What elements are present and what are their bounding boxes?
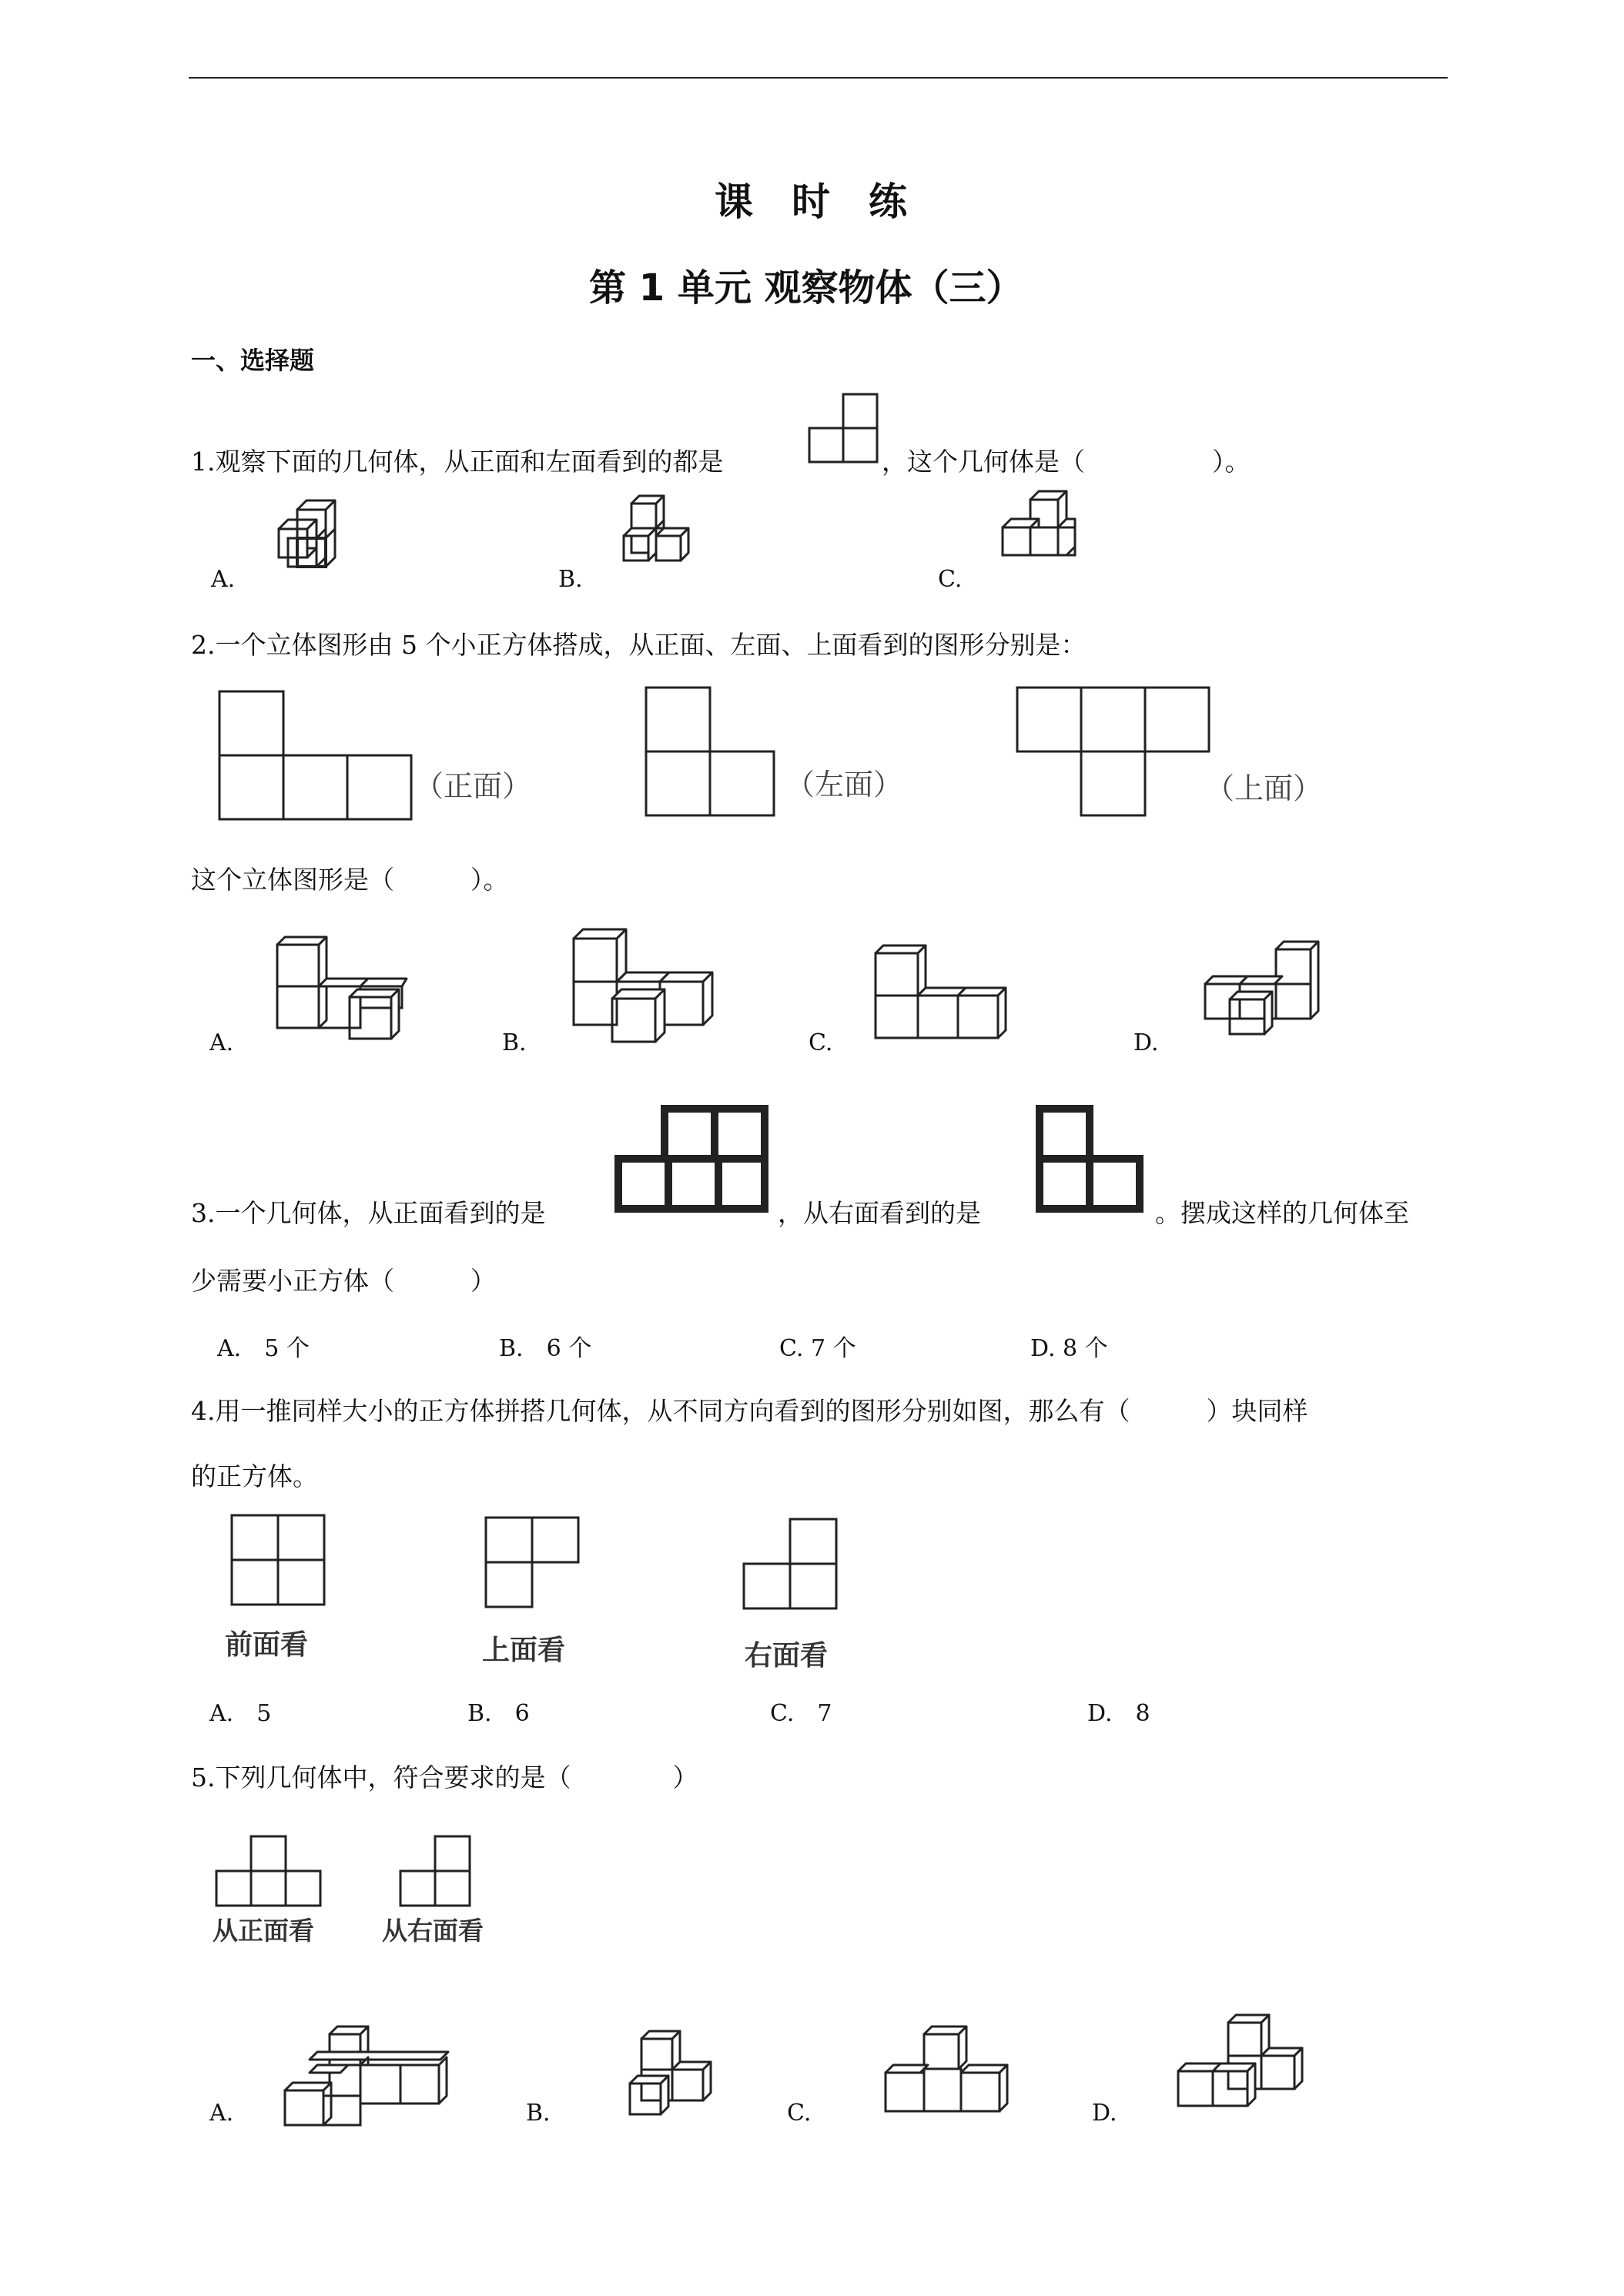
q3-text-part3: 。摆成这样的几何体至 — [1155, 1198, 1409, 1228]
q2-option-b-figure[interactable] — [570, 922, 724, 1053]
q3-option-d[interactable]: D. 8 个 — [1030, 1335, 1108, 1362]
q1-option-b-figure[interactable] — [616, 493, 701, 585]
q2-left-view — [644, 685, 782, 816]
q4-text-line2: 的正方体。 — [191, 1461, 318, 1491]
q1-option-b-label[interactable]: B. — [558, 566, 583, 593]
q3-option-a[interactable]: A. 5 个 — [217, 1335, 310, 1362]
q4-option-d[interactable]: D. 8 — [1087, 1700, 1150, 1727]
q2-option-a-figure[interactable] — [273, 928, 412, 1051]
q1-option-a-label[interactable]: A. — [211, 566, 236, 593]
q4-text-line1: 4.用一推同样大小的正方体拼搭几何体，从不同方向看到的图形分别如图，那么有（ ）块同样 — [191, 1396, 1308, 1426]
q5-option-a-label[interactable]: A. — [209, 2100, 234, 2127]
q4-option-c[interactable]: C. 7 — [770, 1700, 832, 1727]
page-subtitle: 第 1 单元 观察物体（三） — [589, 266, 1023, 310]
q3-option-c[interactable]: C. 7 个 — [779, 1335, 856, 1362]
q5-text: 5.下列几何体中，符合要求的是（ ） — [191, 1762, 698, 1792]
q5-option-c-figure[interactable] — [878, 2017, 1016, 2125]
q4-top-view — [484, 1515, 584, 1612]
q1-view-figure — [807, 391, 884, 468]
q2-option-d-label[interactable]: D. — [1133, 1029, 1159, 1056]
q5-option-b-figure[interactable] — [622, 2023, 722, 2124]
q3-option-b[interactable]: B. 6 个 — [499, 1335, 592, 1362]
q5-option-a-figure[interactable] — [279, 2017, 456, 2125]
q5-option-b-label[interactable]: B. — [526, 2100, 551, 2127]
q2-option-c-figure[interactable] — [872, 939, 1026, 1055]
q1-text-after: ，这个几何体是（ ）。 — [882, 447, 1251, 477]
q3-front-view — [614, 1101, 772, 1224]
q5-option-d-label[interactable]: D. — [1092, 2100, 1117, 2127]
q2-top-label: （上面） — [1205, 771, 1323, 805]
q4-front-view — [229, 1513, 330, 1609]
q2-option-c-label[interactable]: C. — [809, 1029, 833, 1056]
q2-top-view — [1015, 685, 1215, 816]
q1-option-c-figure[interactable] — [993, 489, 1093, 581]
q2-option-a-label[interactable]: A. — [209, 1029, 234, 1056]
q4-right-label: 右面看 — [745, 1640, 829, 1672]
q1-option-a-figure[interactable] — [271, 493, 356, 585]
q5-option-c-label[interactable]: C. — [787, 2100, 812, 2127]
q2-front-view — [217, 689, 417, 820]
q1-option-c-label[interactable]: C. — [938, 566, 963, 593]
q3-text-part1: 3.一个几何体，从正面看到的是 — [191, 1198, 546, 1228]
q5-right-view — [397, 1834, 477, 1911]
q5-front-label: 从正面看 — [213, 1916, 314, 1946]
q2-left-label: （左面） — [785, 768, 903, 802]
q4-right-view — [742, 1517, 842, 1613]
q3-right-view — [1033, 1101, 1149, 1224]
q5-front-view — [214, 1834, 326, 1911]
q2-prompt: 这个立体图形是（ ）。 — [191, 865, 509, 895]
q3-text-line2: 少需要小正方体（ ） — [191, 1266, 496, 1296]
q4-option-b[interactable]: B. 6 — [467, 1700, 530, 1727]
q4-top-label: 上面看 — [482, 1635, 566, 1666]
q3-text-part2: ，从右面看到的是 — [778, 1198, 981, 1228]
page-title: 课 时 练 — [715, 179, 907, 224]
q2-option-b-label[interactable]: B. — [502, 1029, 527, 1056]
q5-right-label: 从右面看 — [382, 1916, 484, 1946]
q4-option-a[interactable]: A. 5 — [209, 1700, 272, 1727]
q4-front-label: 前面看 — [225, 1629, 309, 1661]
q2-text: 2.一个立体图形由 5 个小正方体搭成，从正面、左面、上面看到的图形分别是： — [191, 630, 1087, 660]
q1-text-before: 1.观察下面的几何体，从正面和左面看到的都是 — [191, 447, 724, 477]
section-heading: 一、选择题 — [191, 346, 315, 375]
q2-front-label: （正面） — [414, 769, 532, 803]
q2-option-d-figure[interactable] — [1197, 935, 1328, 1051]
header-rule — [189, 77, 1448, 79]
q5-option-d-figure[interactable] — [1170, 2006, 1324, 2129]
